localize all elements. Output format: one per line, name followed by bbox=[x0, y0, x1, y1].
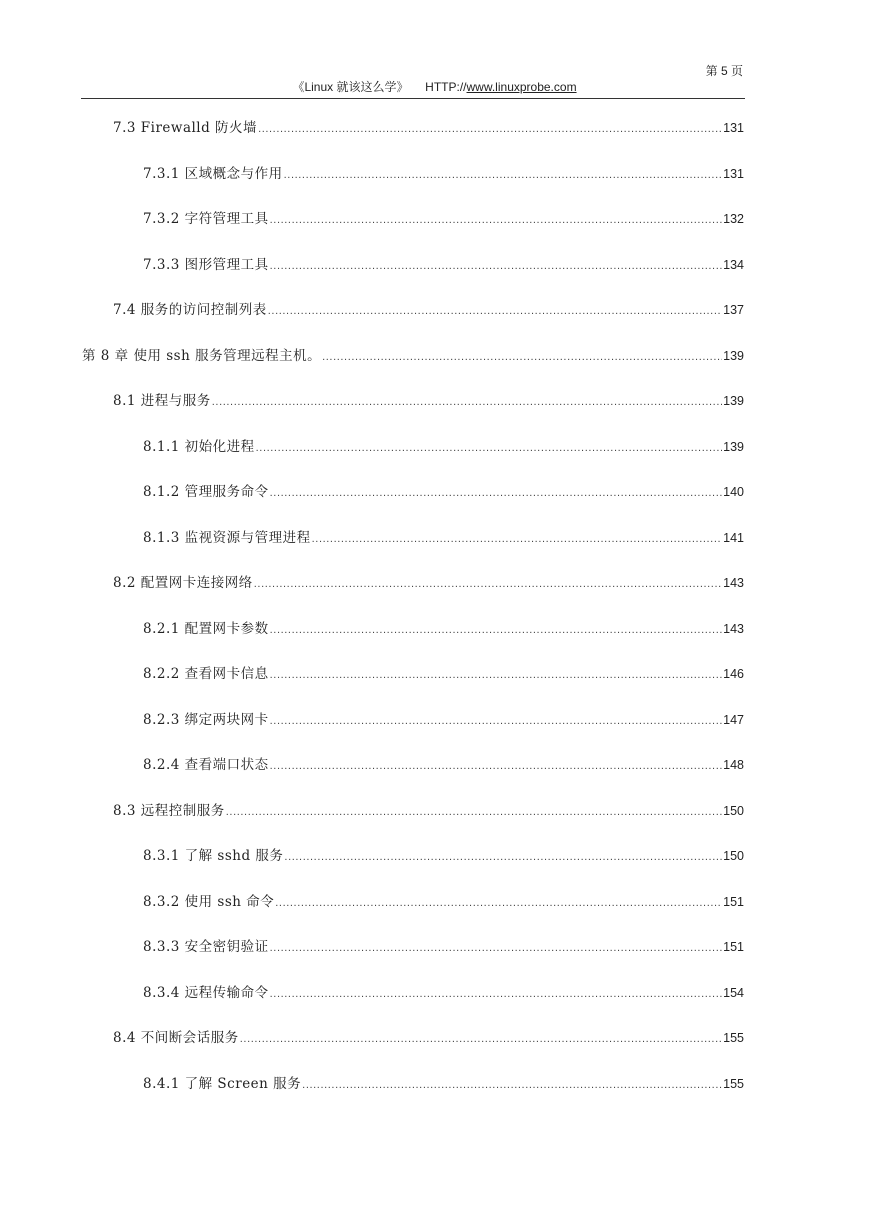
toc-entry-title: 8.4 不间断会话服务 bbox=[113, 1030, 239, 1046]
toc-entry[interactable] bbox=[143, 436, 744, 458]
toc-entry-page-number: 151 bbox=[723, 894, 744, 909]
toc-entry[interactable] bbox=[143, 982, 744, 1004]
toc-entry[interactable] bbox=[143, 481, 744, 503]
dot-leader bbox=[256, 437, 722, 459]
toc-entry-page-number: 147 bbox=[723, 712, 744, 727]
toc-entry-title: 7.4 服务的访问控制列表 bbox=[113, 302, 267, 318]
book-title: 《Linux 就该这么学》 bbox=[292, 80, 409, 94]
toc-entry-page-number: 150 bbox=[723, 849, 744, 863]
toc-entry-page-number: 139 bbox=[723, 394, 744, 408]
toc-entry-page-number: 139 bbox=[723, 439, 744, 454]
dot-leader bbox=[226, 801, 722, 823]
url-prefix: HTTP:// bbox=[425, 80, 467, 94]
page-number: 第 5 页 bbox=[705, 64, 743, 78]
website-link[interactable]: www.linuxprobe.com bbox=[466, 80, 577, 94]
toc-entry-title: 7.3.3 图形管理工具 bbox=[143, 256, 269, 273]
toc-entry[interactable] bbox=[113, 1027, 744, 1049]
toc-entry[interactable] bbox=[143, 527, 744, 549]
toc-entry-title: 8.1.3 监视资源与管理进程 bbox=[143, 529, 311, 546]
toc-entry-page-number: 132 bbox=[723, 212, 744, 226]
toc-entry[interactable] bbox=[143, 936, 744, 958]
toc-entry[interactable] bbox=[143, 254, 744, 276]
toc-entry-page-number: 131 bbox=[723, 166, 744, 181]
dot-leader bbox=[270, 482, 722, 504]
toc-entry-title: 8.2.4 查看端口状态 bbox=[143, 757, 269, 773]
toc-entry[interactable] bbox=[113, 572, 744, 594]
toc-entry[interactable] bbox=[143, 163, 744, 185]
toc-entry-page-number: 150 bbox=[723, 803, 744, 818]
dot-leader bbox=[302, 1074, 722, 1096]
toc-entry-page-number: 154 bbox=[723, 985, 744, 1000]
toc-entry-title: 8.3 远程控制服务 bbox=[113, 802, 225, 819]
toc-entry-title: 8.4.1 了解 Screen 服务 bbox=[143, 1075, 302, 1092]
toc-entry-page-number: 155 bbox=[723, 1076, 744, 1091]
dot-leader bbox=[270, 755, 722, 777]
toc-entry-title: 8.2.1 配置网卡参数 bbox=[143, 620, 269, 637]
toc-entry-title: 7.3.2 字符管理工具 bbox=[143, 211, 269, 227]
toc-entry[interactable] bbox=[143, 754, 744, 776]
toc-entry-title: 8.1.2 管理服务命令 bbox=[143, 484, 269, 500]
toc-entry-page-number: 143 bbox=[723, 621, 744, 636]
toc-entry[interactable] bbox=[113, 117, 744, 139]
dot-leader bbox=[275, 892, 722, 914]
dot-leader bbox=[284, 164, 722, 186]
toc-entry-title: 7.3.1 区域概念与作用 bbox=[143, 165, 283, 182]
toc-entry[interactable] bbox=[143, 891, 744, 913]
toc-entry-title: 8.3.2 使用 ssh 命令 bbox=[143, 893, 275, 910]
dot-leader bbox=[270, 209, 722, 231]
dot-leader bbox=[212, 391, 722, 413]
dot-leader bbox=[258, 118, 722, 140]
running-header bbox=[0, 78, 869, 95]
toc-entry[interactable] bbox=[113, 299, 744, 321]
toc-entry[interactable] bbox=[143, 663, 744, 685]
toc-entry-page-number: 139 bbox=[723, 348, 744, 363]
dot-leader bbox=[270, 983, 722, 1005]
toc-entry-page-number: 148 bbox=[723, 758, 744, 772]
toc-entry-page-number: 143 bbox=[723, 576, 744, 590]
toc-entry-page-number: 155 bbox=[723, 1031, 744, 1045]
toc-entry-page-number: 137 bbox=[723, 303, 744, 317]
toc-entry-title: 8.2.3 绑定两块网卡 bbox=[143, 711, 269, 728]
dot-leader bbox=[284, 846, 722, 868]
dot-leader bbox=[270, 255, 722, 277]
toc-entry-page-number: 131 bbox=[723, 121, 744, 135]
toc-entry-title: 8.1.1 初始化进程 bbox=[143, 438, 255, 455]
toc-entry-page-number: 134 bbox=[723, 257, 744, 272]
toc-entry-title: 8.2 配置网卡连接网络 bbox=[113, 575, 253, 591]
toc-entry[interactable] bbox=[143, 709, 744, 731]
dot-leader bbox=[322, 346, 722, 368]
toc-entry[interactable] bbox=[143, 845, 744, 867]
toc-entry[interactable] bbox=[82, 345, 744, 367]
toc-entry-title: 8.3.1 了解 sshd 服务 bbox=[143, 848, 284, 864]
dot-leader bbox=[270, 619, 722, 641]
toc-entry-title: 第 8 章 使用 ssh 服务管理远程主机。 bbox=[82, 347, 322, 364]
dot-leader bbox=[270, 710, 722, 732]
toc-entry-page-number: 146 bbox=[723, 667, 744, 681]
toc-entry-page-number: 140 bbox=[723, 485, 744, 499]
toc-entry-page-number: 141 bbox=[723, 530, 744, 545]
toc-entry[interactable] bbox=[113, 390, 744, 412]
toc-entry-title: 8.3.4 远程传输命令 bbox=[143, 984, 269, 1001]
toc-entry[interactable] bbox=[143, 208, 744, 230]
toc-entry-title: 8.1 进程与服务 bbox=[113, 393, 211, 409]
dot-leader bbox=[270, 664, 722, 686]
dot-leader bbox=[312, 528, 722, 550]
header-rule bbox=[81, 98, 745, 99]
toc-entry-title: 7.3 Firewalld 防火墙 bbox=[113, 120, 258, 136]
dot-leader bbox=[240, 1028, 722, 1050]
toc-entry-page-number: 151 bbox=[723, 940, 744, 954]
toc-entry-title: 8.2.2 查看网卡信息 bbox=[143, 666, 269, 682]
toc-entry[interactable] bbox=[113, 800, 744, 822]
dot-leader bbox=[268, 300, 722, 322]
dot-leader bbox=[270, 937, 722, 959]
toc-entry[interactable] bbox=[143, 1073, 744, 1095]
toc-entry[interactable] bbox=[143, 618, 744, 640]
dot-leader bbox=[254, 573, 722, 595]
toc-entry-title: 8.3.3 安全密钥验证 bbox=[143, 939, 269, 955]
